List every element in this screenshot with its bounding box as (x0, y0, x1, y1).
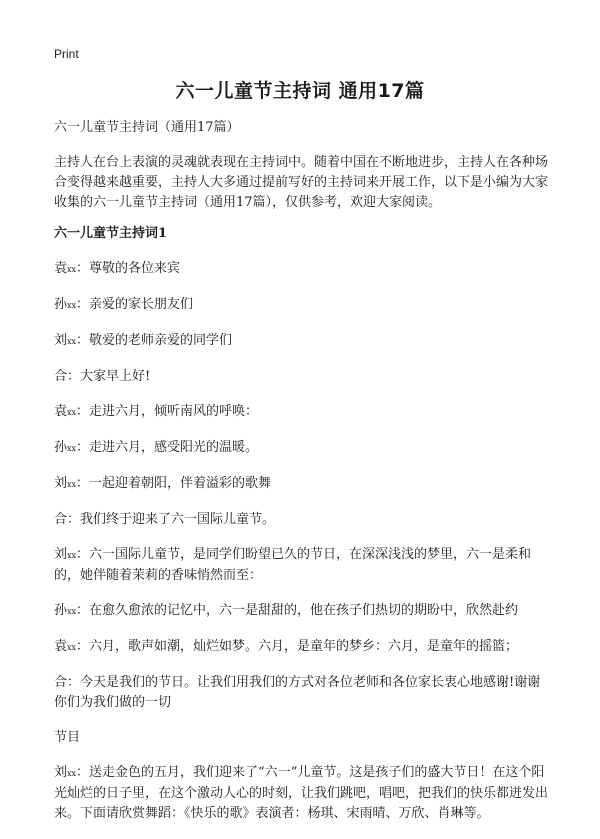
dialogue-text: ：大家早上好! (67, 369, 151, 384)
speaker-suffix: xx (67, 551, 77, 560)
dialogue-text: ：亲爱的家长朋友们 (76, 297, 194, 312)
speaker-name: 合 (54, 369, 68, 384)
dialogue-line (54, 545, 550, 586)
speaker-name: 孙 (54, 440, 68, 455)
speaker-name: 刘 (54, 333, 68, 348)
speaker-name: 孙 (54, 603, 68, 618)
dialogue-text: ：走进六月，倾听南风的呼唤： (76, 404, 259, 419)
dialogue-text: ：六一国际儿童节，是同学们盼望已久的节日，在深深浅浅的梦里，六一是柔和的，她伴随着茉莉的香味悄然而至： (54, 547, 532, 583)
dialogue-line (54, 259, 550, 280)
dialogue-text: ：敬爱的老师亲爱的同学们 (76, 333, 233, 348)
speaker-name: 袁 (54, 404, 68, 419)
dialogue-text: ：在愈久愈浓的记忆中，六一是甜甜的，他在孩子们热切的期盼中，欣然赴约 (76, 603, 519, 618)
dialogue-line (54, 402, 550, 423)
print-link[interactable]: Print (54, 47, 79, 61)
dialogue-line (54, 367, 550, 387)
speaker-name: 袁 (54, 261, 68, 276)
intro-paragraph: 主持人在台上表演的灵魂就表现在主持词中。随着中国在不断地进步，主持人在各种场合变得越来越重要，主持人大多通过提前写好的主持词来开展工作，以下是小编为大家收集的六一儿童节主持词（通用17篇），仅供参考，欢迎大家阅读。 (54, 155, 549, 210)
dialogue-line (54, 763, 550, 824)
speaker-suffix: xx (67, 444, 77, 453)
speaker-name: 刘 (54, 547, 68, 562)
speaker-suffix: xx (67, 480, 77, 489)
dialogue-line (54, 438, 550, 459)
speaker-suffix: xx (67, 265, 77, 274)
section-heading: 六一儿童节主持词1 (54, 226, 168, 241)
dialogue-text: ：送走金色的五月，我们迎来了“六一”儿童节。这是孩子们的盛大节日！在这个阳光灿烂的日子里，在这个激动人心的时刻，让我们跳吧，唱吧，把我们的快乐都迸发出来。下面请欣赏舞蹈：《快乐的歌》表演者：杨琪、宋雨晴、万欣、肖琳等。 (54, 765, 549, 821)
speaker-suffix: xx (67, 408, 77, 417)
speaker-name: 合 (54, 512, 68, 527)
document-title: 六一儿童节主持词 通用17篇 (175, 80, 425, 102)
dialogue-line (54, 295, 550, 316)
speaker-suffix: xx (67, 643, 77, 652)
speaker-suffix: xx (67, 769, 77, 778)
dialogue-line (54, 637, 550, 658)
dialogue-line (54, 331, 550, 352)
document-body (54, 118, 550, 839)
speaker-suffix: xx (67, 337, 77, 346)
speaker-name: 合 (54, 675, 68, 690)
dialogue-text: ：走进六月，感受阳光的温暖。 (76, 440, 259, 455)
dialogue-line (54, 673, 550, 713)
dialogue-text: ：尊敬的各位来宾 (76, 261, 181, 276)
program-label (54, 728, 550, 748)
document-subtitle: 六一儿童节主持词（通用17篇） (54, 120, 240, 135)
dialogue-line (54, 601, 550, 622)
dialogue-text: ：我们终于迎来了六一国际儿童节。 (67, 512, 276, 527)
speaker-name: 刘 (54, 765, 68, 780)
speaker-suffix: xx (67, 607, 77, 616)
speaker-name: 刘 (54, 476, 68, 491)
dialogue-text: ：六月，歌声如潮，灿烂如梦。六月，是童年的梦乡：六月，是童年的摇篮； (76, 639, 519, 654)
speaker-name: 袁 (54, 639, 68, 654)
dialogue-text: ：一起迎着朝阳，伴着溢彩的歌舞 (76, 476, 272, 491)
speaker-name: 孙 (54, 297, 68, 312)
dialogue-line (54, 474, 550, 495)
speaker-suffix: xx (67, 301, 77, 310)
dialogue-line (54, 510, 550, 530)
dialogue-text: ：今天是我们的节日。让我们用我们的方式对各位老师和各位家长衷心地感谢!谢谢你们为我们做的一切 (54, 675, 541, 710)
program-label-text: 节目 (54, 730, 81, 745)
